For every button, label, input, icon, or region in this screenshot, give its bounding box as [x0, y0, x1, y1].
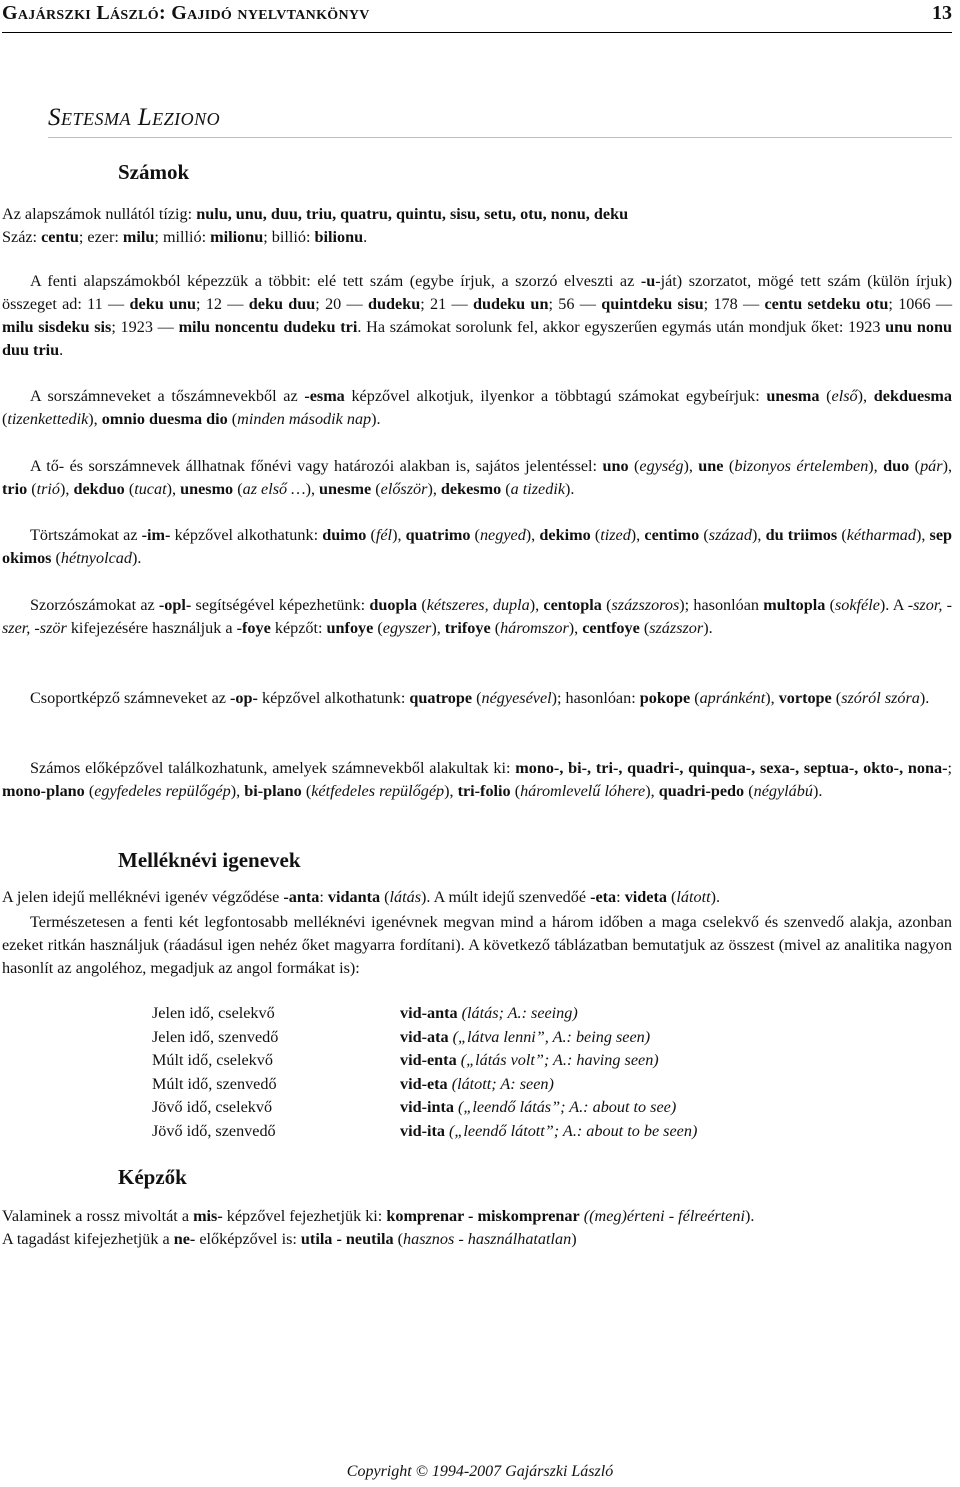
copyright-footer: Copyright © 1994-2007 Gajárszki László [346, 1463, 614, 1480]
ne-prefix-line: A tagadást kifejezhetjük a ne- előképzővel is: utila - neutila (hasznos - használhatatlan) [2, 1230, 577, 1248]
page-number: 13 [932, 2, 952, 24]
tense-voice-label: Jelen idő, cselekvő [152, 1004, 275, 1022]
section-heading-numbers: Számok [118, 160, 190, 184]
paragraph-noun-forms: A tő- és sorszámnevek állhatnak főnévi vagy határozói alakban is, sajátos jelentéssel: uno (egység), une (bizonyos értelemben), duo (pár), trio (trió), dekduo (tucat), unesmo (az első …), unesme (először), dekesmo (a tizedik). [2, 457, 953, 498]
book-title: Gajárszki László: Gajidó nyelvtankönyv [2, 2, 370, 24]
section-heading-affixes: Képzők [118, 1165, 187, 1189]
tense-voice-label: Múlt idő, cselekvő [152, 1051, 273, 1069]
paragraph-base-numbers [2, 203, 952, 249]
chapter-title: Setesma Leziono [48, 104, 221, 131]
mis-prefix-line: Valaminek a rossz mivoltát a mis- képzővel fejezhetjük ki: komprenar - miskomprenar ((meg)érteni - félreérteni). [2, 1207, 755, 1225]
paragraph-participle-endings: A jelen idejű melléknévi igenév végződése -anta: vidanta (látás). A múlt idejű szenvedőé -eta: videta (látott). [2, 888, 721, 906]
paragraph-fractions: Törtszámokat az -im- képzővel alkothatunk: duimo (fél), quatrimo (negyed), dekimo (tized), centimo (század), du triimos (kétharmad), sep okimos (hétnyolcad). [2, 526, 953, 567]
paragraph-group-numbers: Csoportképző számneveket az -op- képzővel alkothatunk: quatrope (négyesével); hasonlóan: pokope (apránként), vortope (szóról szóra). [30, 689, 930, 707]
tense-voice-label: Jelen idő, szenvedő [152, 1027, 279, 1046]
base-numbers-line: Az alapszámok nullától tízig: nulu, unu, duu, triu, quatru, quintu, sisu, setu, otu, nonu, deku [2, 205, 629, 223]
paragraph-compound-numbers: A fenti alapszámokból képezzük a többit: elé tett szám (egybe írjuk, a szorzó elveszti az -u-ját) szorzatot, mögé tett szám (külön írjuk) összeget ad: 11 ― deku unu; 12 ― deku duu; 20 ― dudeku; 21 ― dudeku un; 56 ― quintdeku sisu; 178 ― centu setdeku otu; 1066 ― milu sisdeku sis; 1923 ― milu noncentu dudeku tri. Ha számokat sorolunk fel, akkor egyszerűen egymás után mondjuk őket: 1923 unu nonu duu triu. [2, 272, 953, 359]
participle-form: vid-ata („látva lenni”, A.: being seen) [400, 1027, 651, 1046]
tense-voice-label: Jövő idő, cselekvő [152, 1098, 273, 1116]
tense-voice-label: Múlt idő, szenvedő [152, 1074, 277, 1093]
participle-form: vid-enta („látás volt”; A.: having seen) [400, 1051, 659, 1069]
paragraph-affixes [2, 1205, 952, 1251]
paragraph-multipliers: Szorzószámokat az -opl- segítségével képezhetünk: duopla (kétszeres, dupla), centopla (százszoros); hasonlóan multopla (sokféle). A -szor, -szer, -ször kifejezésére használjuk a -foye képzőt: unfoye (egyszer), trifoye (háromszor), centfoye (százszor). [2, 596, 952, 637]
running-header [2, 2, 952, 33]
chapter-heading [48, 104, 952, 138]
paragraph-prefixes: Számos előképzővel találkozhatunk, amelyek számnevekből alakultak ki: mono-, bi-, tri-, quadri-, quinqua-, sexa-, septua-, okto-, nona-; mono-plano (egyfedeles repülőgép), bi-plano (kétfedeles repülőgép), tri-folio (háromlevelű lóhere), quadri-pedo (négylábú). [2, 759, 952, 800]
participle-form: vid-eta (látott; A: seen) [400, 1074, 554, 1093]
large-numbers-line: Száz: centu; ezer: milu; millió: milionu; billió: bilionu. [2, 228, 368, 246]
section-heading-participles: Melléknévi igenevek [118, 848, 301, 872]
tense-voice-label: Jövő idő, szenvedő [152, 1121, 276, 1140]
paragraph-ordinals: A sorszámneveket a tőszámnevekből az -esma képzővel alkotjuk, ilyenkor a többtagú számokat egybeírjuk: unesma (első), dekduesma (tizenkettedik), omnio duesma dio (minden második nap). [2, 387, 953, 428]
participle-form: vid-anta (látás; A.: seeing) [400, 1004, 578, 1022]
participle-form: vid-ita („leendő látott”; A.: about to be seen) [400, 1121, 698, 1140]
paragraph-participle-intro: Természetesen a fenti két legfontosabb melléknévi igenévnek megvan mind a három időben a maga cselekvő és szenvedő alakja, azonban ezeket ritkán használjuk (ráadásul igen nehéz őket magyarra fordítani). A következő táblázatban bemutatjuk az összest (mivel az analitika nagyon hasonlít az angoléhoz, megadjuk az angol formákat is): [2, 913, 952, 977]
participle-form: vid-inta („leendő látás”; A.: about to see) [400, 1098, 677, 1116]
